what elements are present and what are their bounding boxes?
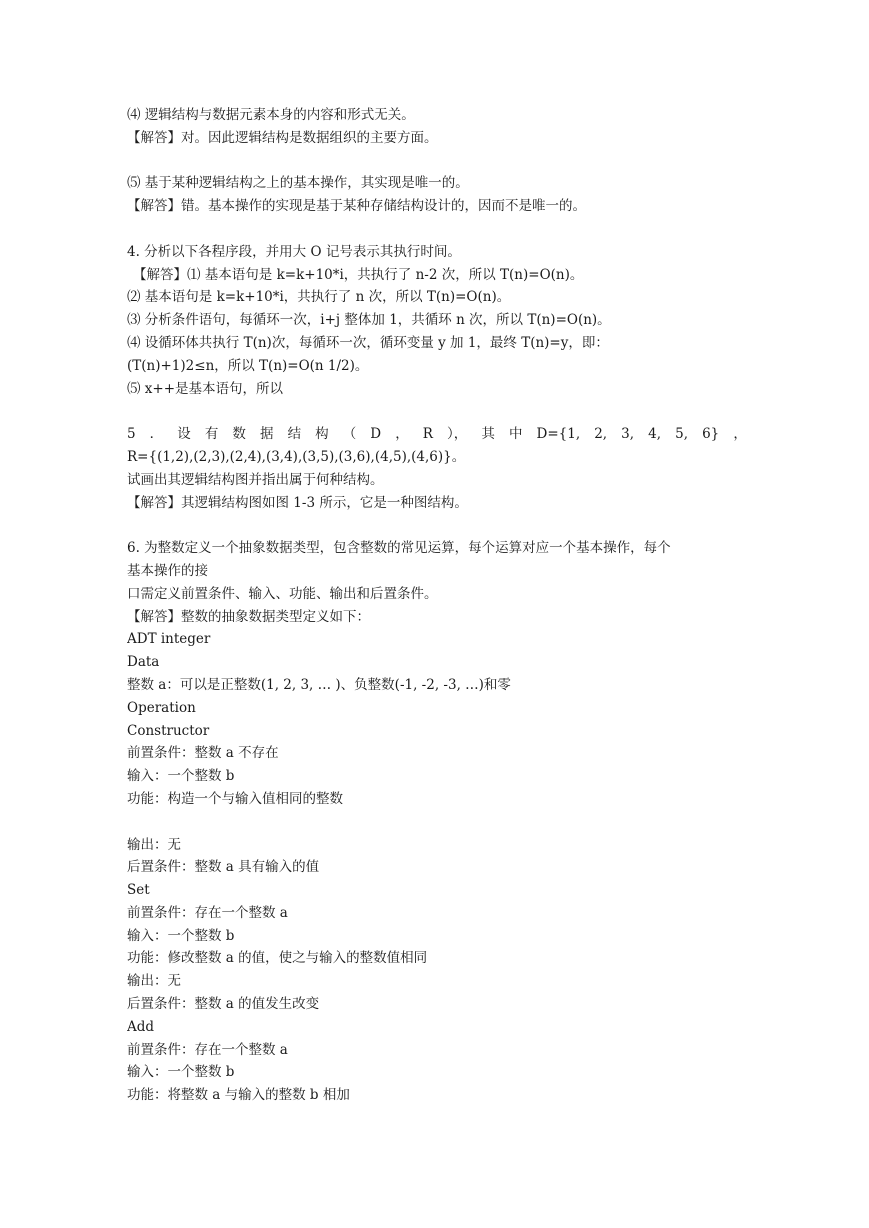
justified-token: ．: [149, 426, 164, 443]
justified-token: 数: [232, 426, 246, 443]
question-heading-justified: [127, 423, 747, 446]
code-line: ADT integer: [127, 631, 211, 648]
text-line: 前置条件：存在一个整数 a: [127, 1041, 288, 1058]
text-line: 试画出其逻辑结构图并指出属于何种结构。: [127, 471, 384, 488]
question-heading: 6. 为整数定义一个抽象数据类型，包含整数的常见运算，每个运算对应一个基本操作，每个: [127, 540, 671, 557]
justified-token: 中: [508, 426, 523, 443]
blank-line: [127, 514, 747, 537]
text-line: 基本操作的接: [127, 562, 208, 579]
justified-token: 构: [315, 426, 329, 443]
justified-token: R: [422, 426, 433, 443]
text-line: ⑷ 设循环体共执行 T(n)次，每循环一次，循环变量 y 加 1，最终 T(n)=y，即：: [127, 334, 609, 351]
code-line: Operation: [127, 699, 196, 716]
justified-token: 据: [259, 426, 274, 443]
blank-line: [127, 218, 747, 241]
blank-line: [127, 400, 747, 423]
justified-token: 有: [204, 426, 219, 443]
text-line: 【解答】整数的抽象数据类型定义如下：: [127, 608, 370, 625]
text-line: (T(n)+1)2≤n，所以 T(n)=O(n 1/2)。: [127, 357, 369, 374]
justified-token: ），: [447, 426, 468, 443]
justified-token: ，: [733, 426, 747, 443]
blank-line: [127, 811, 747, 834]
text-line: 【解答】⑴ 基本语句是 k=k+10*i，共执行了 n-2 次，所以 T(n)=O(n)。: [133, 266, 584, 283]
text-line: 输出：无: [127, 836, 181, 853]
text-line: 功能：将整数 a 与输入的整数 b 相加: [127, 1087, 350, 1104]
text-line: 【解答】对。因此逻辑结构是数据组织的主要方面。: [127, 129, 438, 146]
justified-token: D: [370, 426, 382, 443]
blank-line: [127, 150, 747, 173]
text-line: 【解答】错。基本操作的实现是基于某种存储结构设计的，因而不是唯一的。: [127, 198, 586, 215]
justified-token: 其: [481, 426, 495, 443]
justified-token: 5,: [675, 426, 688, 443]
justified-token: 设: [177, 426, 191, 443]
justified-token: ，: [395, 426, 409, 443]
question-heading: 4. 分析以下各程序段，并用大 O 记号表示其执行时间。: [127, 243, 461, 260]
text-line: ⑵ 基本语句是 k=k+10*i，共执行了 n 次，所以 T(n)=O(n)。: [127, 289, 511, 306]
justified-token: （: [342, 426, 357, 443]
text-line: 口需定义前置条件、输入、功能、输出和后置条件。: [127, 585, 438, 602]
document-body: [127, 104, 747, 1107]
text-line: R={(1,2),(2,3),(2,4),(3,4),(3,5),(3,6),(4,5),(4,6)}。: [127, 448, 466, 465]
justified-token: 5: [127, 426, 136, 443]
text-line: ⑸ x++是基本语句，所以: [127, 380, 284, 397]
justified-token: 结: [287, 426, 302, 443]
text-line: ⑸ 基于某种逻辑结构之上的基本操作，其实现是唯一的。: [127, 175, 469, 192]
justified-token: D={1,: [536, 426, 581, 443]
justified-token: 4,: [648, 426, 662, 443]
text-line: ⑷ 逻辑结构与数据元素本身的内容和形式无关。: [127, 107, 415, 123]
justified-token: 2,: [594, 426, 608, 443]
text-line: 后置条件：整数 a 的值发生改变: [127, 996, 320, 1013]
text-line: 前置条件：存在一个整数 a: [127, 904, 288, 921]
text-line: 功能：修改整数 a 的值，使之与输入的整数值相同: [127, 950, 428, 967]
justified-token: 3,: [621, 426, 635, 443]
text-line: 后置条件：整数 a 具有输入的值: [127, 859, 320, 876]
code-line: Set: [127, 882, 150, 899]
text-line: 输入：一个整数 b: [127, 768, 235, 785]
text-line: 功能：构造一个与输入值相同的整数: [127, 790, 343, 807]
text-line: 整数 a：可以是正整数(1, 2, 3, … )、负整数(-1, -2, -3, …)和零: [127, 676, 511, 693]
text-line: 前置条件：整数 a 不存在: [127, 745, 279, 762]
text-line: 输入：一个整数 b: [127, 927, 235, 944]
text-line: 【解答】其逻辑结构图如图 1-3 所示，它是一种图结构。: [127, 494, 468, 511]
text-line: 输出：无: [127, 973, 181, 990]
justified-token: 6}: [702, 426, 720, 443]
code-line: Data: [127, 654, 160, 671]
text-line: 输入：一个整数 b: [127, 1064, 235, 1081]
code-line: Constructor: [127, 722, 210, 739]
code-line: Add: [127, 1018, 155, 1035]
text-line: ⑶ 分析条件语句，每循环一次，i+j 整体加 1，共循环 n 次，所以 T(n)=O(n)。: [127, 312, 611, 329]
